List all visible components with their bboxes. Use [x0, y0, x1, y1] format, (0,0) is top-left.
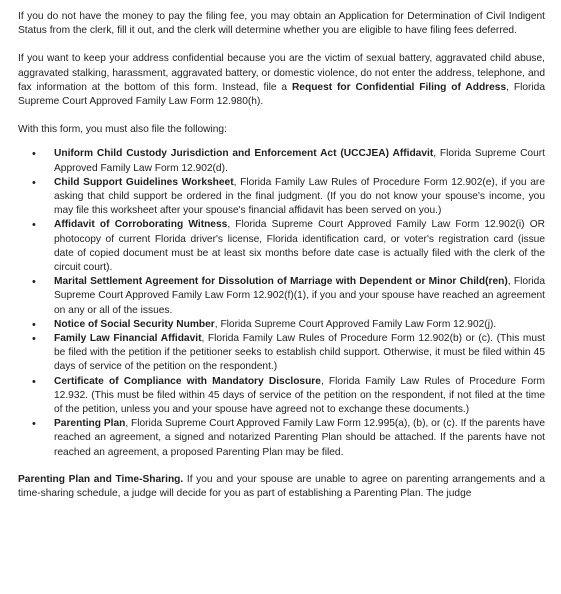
- list-item-financial-affidavit: [18, 332, 545, 375]
- form-title: Family Law Financial Affidavit: [54, 333, 202, 345]
- form-title: Marital Settlement Agreement for Dissolution of Marriage with Dependent or Minor Child(ren): [54, 276, 508, 288]
- list-item-parenting-plan: [18, 417, 545, 460]
- form-title: Certificate of Compliance with Mandatory Disclosure: [54, 375, 321, 387]
- form-title: Affidavit of Corroborating Witness: [54, 219, 228, 231]
- list-item-mandatory-disclosure: [18, 375, 545, 418]
- bullet-icon: •: [32, 148, 36, 161]
- form-description: , Florida Family Law Rules of Procedure Form 12.902(b) or (c). (This must be filed with the petition if the petitioner seeks to establish child support. Otherwise, it must be filed within 45 days of service of the petition on the respondent.): [54, 333, 545, 373]
- bullet-icon: •: [32, 318, 36, 331]
- bullet-icon: •: [32, 219, 36, 232]
- bullet-icon: •: [32, 176, 36, 189]
- bullet-icon: •: [32, 276, 36, 289]
- confidential-address-paragraph: [18, 52, 545, 109]
- list-item-marital-settlement-agreement: [18, 275, 545, 318]
- required-forms-list: [18, 147, 545, 459]
- form-description: , Florida Family Law Rules of Procedure Form 12.902(e), if you are asking that child support be ordered in the final judgment. (If you do not know your spouse's income, you may file this worksheet after your spouse's financial affidavit has been served on you.): [54, 176, 545, 217]
- document-page: [18, 10, 545, 501]
- list-item-social-security-notice: [18, 318, 545, 332]
- also-file-intro: With this form, you must also file the following:: [18, 124, 227, 136]
- form-title: Uniform Child Custody Jurisdiction and Enforcement Act (UCCJEA) Affidavit: [54, 148, 434, 160]
- list-item-child-support-worksheet: [18, 176, 545, 219]
- indigent-status-paragraph: If you do not have the money to pay the filing fee, you may obtain an Application for Determination of Civil Indigent Status from the clerk, fill it out, and the clerk will determine whether you are eligible to have filing fees deferred.: [18, 11, 545, 37]
- form-title: Parenting Plan: [54, 418, 126, 430]
- form-description: , Florida Supreme Court Approved Family Law Form 12.902(d).: [54, 148, 545, 174]
- confidential-filing-form-title: Request for Confidential Filing of Address: [291, 81, 507, 93]
- bullet-icon: •: [32, 418, 36, 431]
- form-title: Notice of Social Security Number: [54, 318, 215, 330]
- bullet-icon: •: [32, 333, 36, 346]
- form-title: Child Support Guidelines Worksheet: [54, 176, 234, 188]
- form-description: , Florida Supreme Court Approved Family Law Form 12.902(f)(1), if you and your spouse have reached an agreement on any or all of the issues.: [54, 276, 545, 316]
- form-description: , Florida Family Law Rules of Procedure Form 12.932. (This must be filed within 45 days of service of the petition on the respondent, if not filed at the time of the petition, unless you and your spouse have agreed not to exchange these documents.): [54, 375, 545, 416]
- form-description: , Florida Supreme Court Approved Family Law Form 12.995(a), (b), or (c). If the parents have reached an agreement, a signed and notarized Parenting Plan should be attached. If the parents have not reached an agreement, a proposed Parenting Plan may be filed.: [54, 418, 546, 458]
- form-description: , Florida Supreme Court Approved Family Law Form 12.902(j).: [214, 318, 497, 330]
- section-text: If you and your spouse are unable to agree on parenting arrangements and a time-sharing schedule, a judge will decide for you as part of establishing a Parenting Plan. The judge: [18, 473, 545, 500]
- form-description: , Florida Supreme Court Approved Family Law Form 12.902(i) OR photocopy of current Florida driver's license, Florida identification card, or voter's registration card (issue date of copied document must be at least six months before date case is actually filed with the clerk of the circuit court).: [54, 219, 545, 274]
- list-item-uccjea-affidavit: [18, 147, 545, 175]
- section-heading: Parenting Plan and Time-Sharing.: [18, 473, 184, 485]
- list-item-corroborating-witness: [18, 218, 545, 275]
- parenting-plan-paragraph: [18, 473, 545, 501]
- confidential-address-text: If you want to keep your address confidential because you are the victim of sexual battery, aggravated child abuse, aggravated stalking, harassment, aggravated battery, or domestic violence, do not enter the address, telephone, and fax information at the bottom of this form. Instead, file a: [18, 53, 545, 93]
- confidential-filing-form-number: , Florida Supreme Court Approved Family Law Form 12.980(h).: [18, 81, 545, 108]
- bullet-icon: •: [32, 375, 36, 388]
